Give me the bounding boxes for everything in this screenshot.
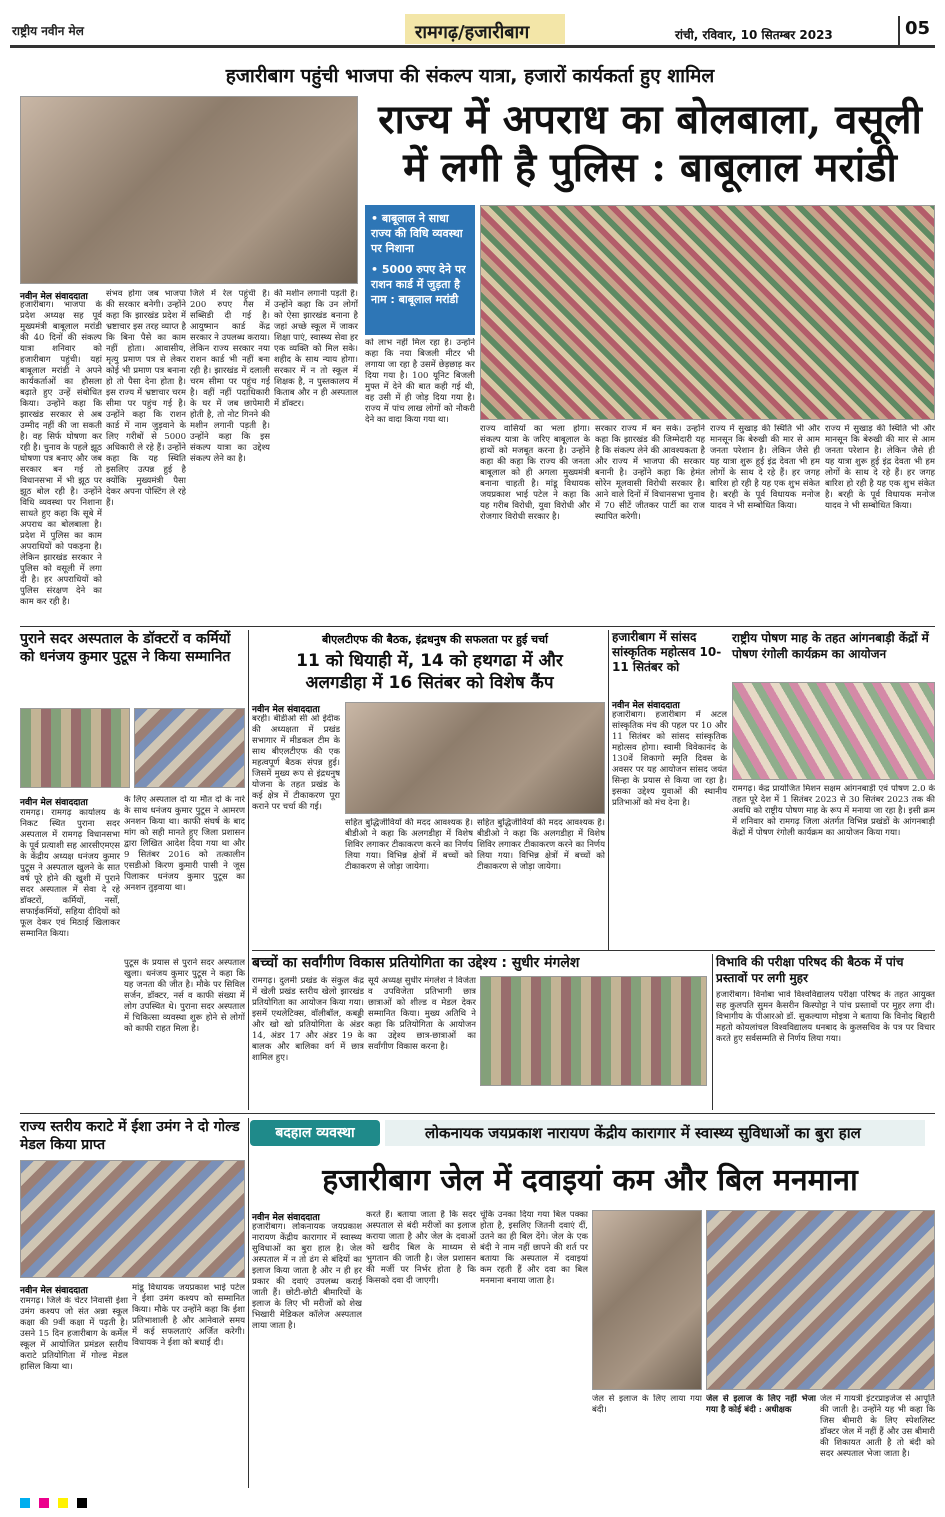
lead-byline: नवीन मेल संवाददाता [20,292,88,302]
vibhag-column: हजारीबाग। विनोबा भावे विश्वविद्यालय परीक्षा परिषद के तहत आयुक्त सह कुलपति सुमन कैसरीन किस्पोट्टा ने पांच प्रस्तावों पर मुहर लगा दी। विभागीय के पीआरओ डॉ. सुकल्याण मोइत्रा ने बताया कि विनोद बिहारी महतो कोयलांचल विश्वविद्यालय धनबाद के कुलसचिव के पत्र पर विचार करते हुए सर्वसम्मति से निर्णय लिया गया। [716,990,935,1044]
lead-column-3: जिले में रेल पहुंची है। 200 रुपए गैस में सब्सिडी दी गई है। आयुष्मान कार्ड केंद्र सरकार ने उपलब्ध कराया। लेकिन राज्य सरकार नया राशन कार्ड भी नहीं बना रही है। झारखंड में दलाली चरम सीमा पर पहुंच गई है। वहीं नहीं पदाधिकारी के घर में जब छापेमारी होती है, तो नोट गिनने की मशीन लगानी पड़ती है। उन्होंने कहा कि इस संकल्प यात्रा का उद्देश्य संकल्प लेने का है। [190,289,270,464]
column-divider-left [248,630,249,1110]
issue-date: रांची, रविवार, 10 सितम्बर 2023 [675,28,833,42]
lead-highlight-2: • 5000 रुपए देने पर राशन कार्ड में जुड़ता है नाम : बाबूलाल मरांडी [371,263,466,306]
camp-photo [345,702,605,814]
lead-column-4: की मशीन लगानी पड़ती है। उन्होंने कहा कि उन लोगों को ऐसा झारखंड बनाना है जहां अच्छे स्कूल में जाकर शिक्षा पाएं, स्वास्थ्य सेवा हर एक व्यक्ति को मिल सके। शहीद के साथ न्याय होगा। सरकार में न तो स्कूल में शिक्षक है, न पुस्तकालय में किताब और न ही अस्पताल में डॉक्टर। [274,289,358,409]
lead-headline [365,96,935,192]
lead-headline-line-1: राज्य में अपराध का बोलबाला, वसूली [378,96,922,143]
column-divider-bottom [248,1118,249,1488]
doctors-photo-2 [134,708,245,788]
jail-column-3: चूंकि उनका दिया गया बिल पक्का होता है, इसलिए जितनी दवाएं दीं, उतने का ही बिल देंगे। जेल के एक बंदी ने नाम नहीं छापने की शर्त पर बताया कि अस्पताल में दवाइयां कम रहती हैं और दवा का बिल मनमाना बनाया जाता है। [480,1210,588,1286]
lead-kicker: हजारीबाग पहुंची भाजपा की संकल्प यात्रा, हजारों कार्यकर्ता हुए शामिल [225,65,715,87]
camp-column-2: सहित बुद्धिजीवियों की मदद आवश्यक है। बीडीओ ने कहा कि अलगडीहा में विशेष शिविर लगाकर टीकाकरण करने का निर्णय लिया गया। विभिन्न क्षेत्रों में बच्चों को टीकाकरण से जोड़ा जायेगा। [345,818,473,872]
karate-byline: नवीन मेल संवाददाता [20,1286,88,1296]
mahotsav-byline: नवीन मेल संवाददाता [612,701,680,711]
karate-photo [20,1160,245,1278]
vibhag-headline: विभावि की परीक्षा परिषद की बैठक में पांच प्रस्तावों पर लगी मुहर [716,955,904,985]
jail-caption-1: जेल से इलाज के लिए लाया गया बंदी। [592,1394,702,1415]
doctors-headline: पुराने सदर अस्पताल के डॉक्टरों व कर्मियों को धनंजय कुमार पुटूस ने किया सम्मानित [20,631,231,665]
camp-column-1: बरही। बीडीओ सी ओ ईदीक की अध्यक्षता में प्रखंड सभागार में मीडकल टीम के साथ बीएलटीएफ की एक महत्वपूर्ण बैठक संपन्न हुई। जिसमें मुख्य रूप से इंद्रधनुष योजना के तहत प्रखंड के कई क्षेत्र में टीकाकरण पूरा कराने पर चर्चा की गई। [252,714,340,812]
jail-column-1: हजारीबाग। लोकनायक जयप्रकाश नारायण केंद्रीय कारागार में स्वास्थ्य सुविधाओं का बुरा हाल है। जेल अस्पताल में न तो ढंग से बंदियों का इलाज किया जाता है और न ही हर प्रकार की दवाएं उपलब्ध कराई जाती हैं। छोटी-छोटी बीमारियों के इलाज के लिए भी मरीजों को शेख भिखारी मेडिकल कॉलेज अस्पताल लाया जाता है। [252,1222,362,1331]
doctors-byline: नवीन मेल संवाददाता [20,798,88,808]
camp-headline [252,650,607,694]
camp-byline: नवीन मेल संवाददाता [252,705,320,715]
doctors-column-3: पुटूस के प्रयास से पुराने सदर अस्पताल खुला। धनंजय कुमार पुटूस ने कहा कि यह जनता की जीत है। मौके पर सिविल सर्जन, डॉक्टर, नर्स व काफी संख्या में लोग उपस्थित थे। पुराना सदर अस्पताल में चिकित्सा व्यवस्था शुरू होने से लोगों को काफी राहत मिला है। [124,958,245,1034]
lead-crowd-photo [480,205,935,420]
jail-tag: बदहाल व्यवस्था [250,1120,380,1146]
mahotsav-headline: हजारीबाग में सांसद सांस्कृतिक महोत्सव 10-11 सितंबर को [612,630,722,674]
doctors-photo-1 [20,708,130,788]
jail-column-4: जेल में गायत्री इंटरप्राइजेज से आपूर्ति की जाती है। उन्होंने यह भी कहा कि जिस बीमारी के लिए स्पेशलिस्ट डॉक्टर जेल में नहीं हैं और उस बीमारी की शिकायत आती है तो बंदी को सदर अस्पताल भेजा जाता है। [820,1394,935,1459]
column-divider-right [712,954,713,1110]
doctors-column-2: के लिए अस्पताल दो या मौत दो के नारे के साथ धनंजय कुमार पुटूस ने आमरण अनशन किया था। काफी संघर्ष के बाद मांग को सही मानते हुए जिला प्रशासन द्वारा लिखित आदेश दिया गया था और 9 सितंबर 2016 को तत्कालीन एसडीओ किरण कुमारी पासी ने जूस पिलाकर धनंजय कुमार पुटूस का अनशन तुड़वाया था। [124,795,245,893]
masthead-divider [898,16,900,46]
lead-column-7: सरकार राज्य में बन सके। उन्होंने कहा कि झारखंड की जिम्मेदारी यह है कि संकल्प लेने की आवश्यकता है और राज्य में भाजपा की सरकार बनानी है। उन्होंने कहा कि हेमंत सोरेन मूलवासी विरोधी सरकार है। आने वाले दिनों में विधानसभा चुनाव में 70 सीटें जीतकर पार्टी का राज स्थापित करेगी। [595,424,705,522]
camp-column-3: सहित बुद्धिजीवियों की मदद आवश्यक है। बीडीओ ने कहा कि अलगडीहा में विशेष शिविर लगाकर टीकाकरण करने का निर्णय लिया गया। विभिन्न क्षेत्रों में बच्चों को टीकाकरण से जोड़ा जायेगा। [477,818,605,872]
jail-byline: नवीन मेल संवाददाता [252,1213,320,1223]
section-title: रामगढ़/हजारीबाग [415,22,530,43]
newspaper-brand: राष्ट्रीय नवीन मेल [12,24,84,38]
doctors-column-1: रामगढ़। रामगढ़ कार्यालय के निकट स्थित पुराना सदर अस्पताल में रामगढ़ विधानसभा के पूर्व प्रत्याशी सह आरसीएमएस के केंद्रीय अध्यक्ष धनंजय कुमार पुटूस ने अस्पताल खुलने के सात वर्ष पूरे होने की खुशी में पुराने सदर अस्पताल में सेवा दे रहे डॉक्टरों, कर्मियों, नर्सों, सफाईकर्मियों, सहिया दीदियों को फूल देकर एवं मिठाई खिलाकर सम्मानित किया। [20,808,120,939]
vikas-photo [480,976,707,1086]
lead-column-9: राज्य में सुखाड़ की स्थिति भी और मानसून कि बेरुखी की मार से आम जनता परेशान है। लेकिन जैसे ही यह यात्रा शुरू हुई इंद्र देवता भी हम लोगों के साथ दे रहे हैं। हर जगह बारिश हो रही है यह एक शुभ संकेत है। बरही के पूर्व विधायक मनोज यादव ने भी सम्बोधित किया। [825,424,935,511]
lead-column-8: राज्य में सुखाड़ की स्थिति भी और मानसून कि बेरुखी की मार से आम जनता परेशान है। लेकिन जैसे ही यह यात्रा शुरू हुई इंद्र देवता भी हम लोगों के साथ दे रहे हैं। हर जगह बारिश हो रही है यह एक शुभ संकेत है। बरही के पूर्व विधायक मनोज यादव ने भी सम्बोधित किया। [710,424,820,511]
color-dot [58,1498,68,1508]
lead-bottom-rule [20,626,935,627]
karate-headline: राज्य स्तरीय कराटे में ईशा उमंग ने दो गोल्ड मेडल किया प्राप्त [20,1119,240,1153]
vikas-headline: बच्चों का सर्वांगीण विकास प्रतियोगिता का उद्देश्य : सुधीर मंगलेश [252,955,580,971]
lead-highlights [365,205,475,335]
column-divider-mid [608,630,609,950]
karate-column-2: मांडू विधायक जयप्रकाश भाई पटेल ने ईशा उमंग कश्यप को सम्मानित किया। मौके पर उन्होंने कहा कि ईशा प्रतिभाशाली है और आनेवाले समय में कई सफलताएं अर्जित करेगी। विधायक ने ईशा को बधाई दी। [132,1283,245,1348]
jail-photo-2 [706,1210,935,1390]
camp-headline-line-2: अलगडीहा में 16 सितंबर को विशेष कैंप [305,673,554,693]
lead-headline-line-2: में लगी है पुलिस : बाबूलाल मरांडी [403,144,897,191]
color-dot [20,1498,30,1508]
mahotsav-column: हजारीबाग। हजारीबाग में अटल सांस्कृतिक मंच की पहल पर 10 और 11 सितंबर को सांसद सांस्कृतिक महोत्सव होगा। स्वामी विवेकानंद के 130वें शिकागो स्मृति दिवस के अवसर पर यह आयोजन सांसद जयंत सिन्हा के प्रयास से किया जा रहा है। इसका उद्देश्य युवाओं की स्थानीय प्रतिभाओं को मंच देना है। [612,710,727,808]
lead-column-6: राज्य वासियों का भला होगा। संकल्प यात्रा के जरिए बाबूलाल के हाथों को मजबूत करना है। उन्होंने कहा की कहा कि राज्य की जनता बाबूलाल को ही अगला मुख्यमंत्री बनाना चाहती है। मांडू विधायक जयप्रकाश भाई पटेल ने कहा कि यह गरीब विरोधी, युवा विरोधी और रोजगार विरोधी सरकार है। [480,424,590,522]
jail-photo-1 [592,1210,702,1390]
jail-kicker: लोकनायक जयप्रकाश नारायण केंद्रीय कारागार में स्वास्थ्य सुविधाओं का बुरा हाल [385,1120,925,1146]
karate-column-1: रामगढ़। जिले के चेटर निवासी ईशा उमंग कश्यप जो संत अन्ना स्कूल कक्षा की 9वीं कक्षा में पढ़ती है। उसने 15 दिन हजारीबाग के कर्मेल स्कूल में आयोजित प्रमंडल स्तरीय कराटे प्रतियोगिता में गोल्ड मेडल हासिल किया था। [20,1296,128,1372]
color-dot [39,1498,49,1508]
jail-column-2: करते हैं। बताया जाता है कि सदर अस्पताल से बंदी मरीजों का इलाज कराया जाता है और जेल के दवाओं को खरीद बिल के माध्यम से भुगतान की जाती है। जेल प्रशासन की मर्जी पर निर्भर होता है कि किसको दवा दी जाएगी। [366,1210,476,1286]
jail-headline: हजारीबाग जेल में दवाइयां कम और बिल मनमाना [322,1163,858,1198]
lower-rule [20,1113,935,1114]
lead-highlight-1: • बाबूलाल ने साधा राज्य की विधि व्यवस्था पर निशाना [371,212,463,255]
vikas-column-1: रामगढ़। दुलमी प्रखंड के संकुल केंद्र में खेली प्रखंड स्तरीय खेलो झारखंड प्रतियोगिता का आयोजन किया गया। इसमें एथलेटिक्स, वॉलीबॉल, कबड्डी और खो खो प्रतियोगिता के अंडर 14, अंडर 17 और अंडर 19 के बालक और बालिका वर्ग में छात्र शामिल हुए। [252,976,364,1063]
lead-photo [20,96,358,284]
page-number: 05 [905,18,931,39]
jail-caption-2: जेल से इलाज के लिए नहीं भेजा गया है कोई बंदी : अधीक्षक [706,1394,816,1415]
poshan-photo [732,682,935,780]
poshan-headline: राष्ट्रीय पोषण माह के तहत आंगनबाड़ी केंद्रों में पोषण रंगोली कार्यक्रम का आयोजन [732,631,929,661]
lead-column-5: को लाभ नहीं मिल रहा है। उन्होंने कहा कि नया बिजली मीटर भी लगाया जा रहा है उसमें छेड़छाड़ कर दिया गया है। 100 यूनिट बिजली मुफ्त में देने की बात कही गई थी, वह उसी में ही जोड़ दिया गया है। राज्य में पांच लाख लोगों को नौकरी देने का वादा किया गया था। [365,338,475,425]
color-dot [77,1498,87,1508]
color-registration-bar [20,1493,925,1503]
poshan-column: रामगढ़। केंद्र प्रायोजित मिशन सक्षम आंगनबाड़ी एवं पोषण 2.0 के तहत पूरे देश में 1 सितंबर 2023 से 30 सितंबर 2023 तक की अवधि को राष्ट्रीय पोषण माह के रूप में मनाया जा रहा है। इसी क्रम में शनिवार को रामगढ़ जिला अंतर्गत विभिन्न प्रखंडों के आंगनबाड़ी केंद्रों में पोषण रंगोली कार्यक्रम का आयोजन किया गया। [732,784,935,838]
lead-column-1: हजारीबाग। भाजपा के प्रदेश अध्यक्ष सह पूर्व मुख्यमंत्री बाबूलाल मरांडी की 40 दिनों की संकल्प यात्रा शनिवार को हजारीबाग पहुंची। यहां बाबूलाल मरांडी ने अपने कार्यकर्ताओं का हौसला बढ़ाते हुए उन्हें संबोधित किया। उन्होंने कहा कि झारखंड सरकार से अब उम्मीद नहीं की जा सकती है। वह सिर्फ घोषणा कर रही है। चुनाव के पहले झूठ घोषणा पत्र बनाए और जब सरकार बन गई तो विधानसभा में भी झूठ पर झूठ बोल रही है। उन्होंने विधि व्यवस्था पर निशाना साधते हुए कहा कि सूबे में अपराध का बोलबाला है। प्रदेश में पुलिस का काम अपराधियों को पकड़ना है। लेकिन झारखंड सरकार ने पुलिस को वसूली में लगा दी है। हर अपराधियों को पुलिस संरक्षण देने का काम कर रही है। [20,300,102,607]
camp-headline-line-1: 11 को धियाही में, 14 को हथगढा में और [296,651,563,671]
camp-kicker: बीएलटीएफ की बैठक, इंद्रधनुष की सफलता पर हुई चर्चा [322,633,548,646]
vikas-column-2: सूर्य अध्यक्ष सुधीर मंगलेश ने विजेता व उपविजेता प्रतिभागी छात्र छात्राओं को शील्ड व मेडल देकर सम्मानित किया। मुख्य अतिथि ने कहा कि प्रतियोगिता के आयोजन का उद्देश्य छात्र-छात्राओं का सर्वांगीण विकास करना है। [368,976,476,1052]
middle-rule [252,950,935,951]
lead-column-2: संभव होगा जब भाजपा की सरकार बनेगी। उन्होंने कहा कि झारखंड प्रदेश में भ्रष्टाचार इस तरह व्याप्त है कि बिना पैसे का काम नहीं होता। आवासीय, मृत्यु प्रमाण पत्र से लेकर कोई भी प्रमाण पत्र बनाना हो तो पैसा देना होता है। इस राज्य में भ्रष्टाचार चरम सीमा पर पहुंच गई है। उन्होंने कहा कि राशन कार्ड में नाम जुड़वाने के लिए गरीबों से 5000 अधिकारी ले रहे हैं। उन्होंने कहा कि यह स्थिति इसलिए उत्पन्न हुई है क्योंकि मुख्यमंत्री पैसा देकर अपना पोस्टिंग ले रहे हैं। [106,289,186,508]
masthead [10,8,935,48]
